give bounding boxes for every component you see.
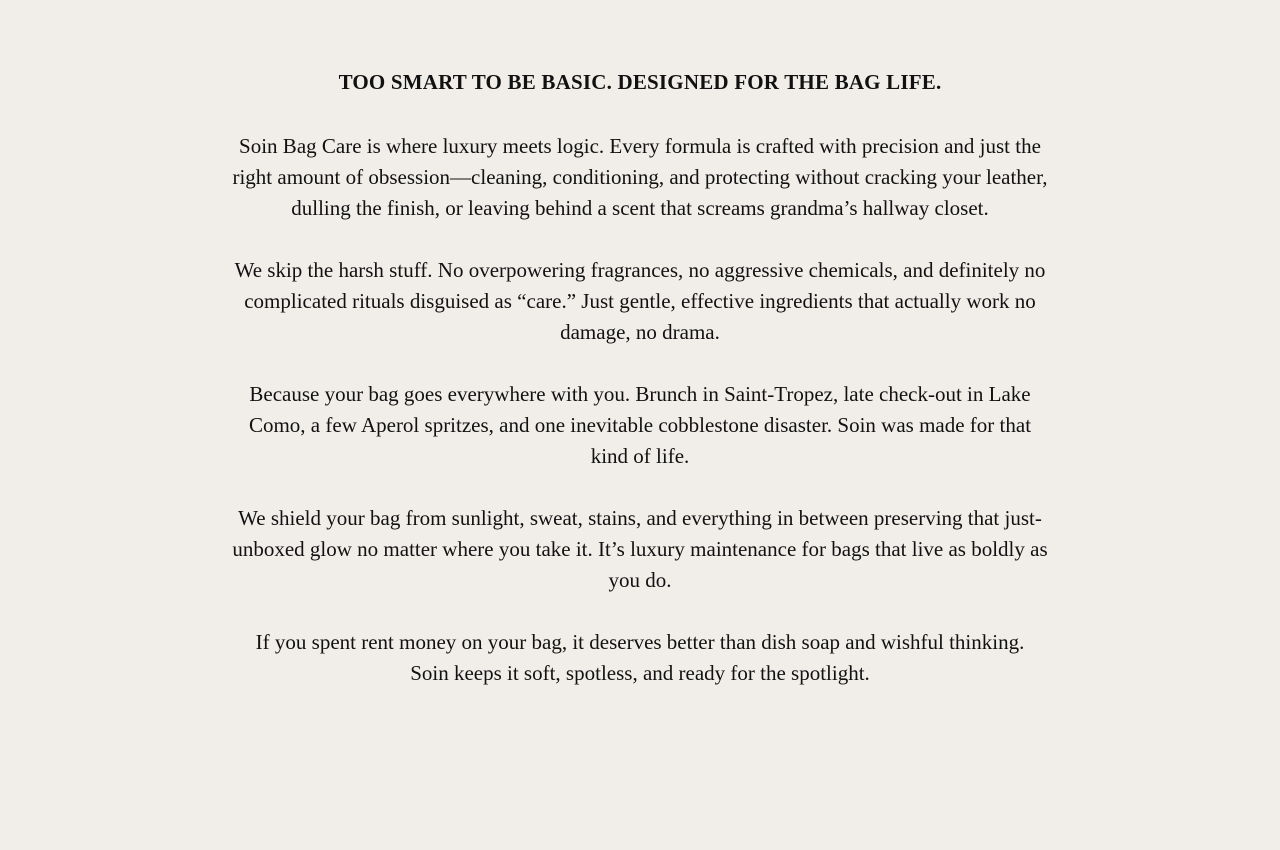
brand-story-section — [228, 64, 1052, 689]
paragraph-closing — [228, 627, 1052, 689]
paragraph-protection: We shield your bag from sunlight, sweat, stains, and everything in between preserving that just-unboxed glow no matter where you take it. It’s luxury maintenance for bags that live as boldly as you do. — [232, 506, 1048, 592]
closing-line-2: Soin keeps it soft, spotless, and ready for the spotlight. — [410, 661, 870, 685]
section-headline: TOO SMART TO BE BASIC. DESIGNED FOR THE BAG LIFE. — [338, 70, 942, 94]
paragraph-intro: Soin Bag Care is where luxury meets logic. Every formula is crafted with precision and just the right amount of obsession—cleaning, conditioning, and protecting without cracking your leather, dulling the finish, or leaving behind a scent that screams grandma’s hallway closet. — [232, 134, 1048, 220]
closing-line-1: If you spent rent money on your bag, it deserves better than dish soap and wishful thinking. — [255, 630, 1025, 654]
paragraph-gentle-ingredients: We skip the harsh stuff. No overpowering fragrances, no aggressive chemicals, and definitely no complicated rituals disguised as “care.” Just gentle, effective ingredients that actually work no damage, no drama. — [234, 258, 1046, 344]
paragraph-lifestyle: Because your bag goes everywhere with you. Brunch in Saint-Tropez, late check-out in Lake Como, a few Aperol spritzes, and one inevitable cobblestone disaster. Soin was made for that kind of life. — [248, 382, 1032, 468]
